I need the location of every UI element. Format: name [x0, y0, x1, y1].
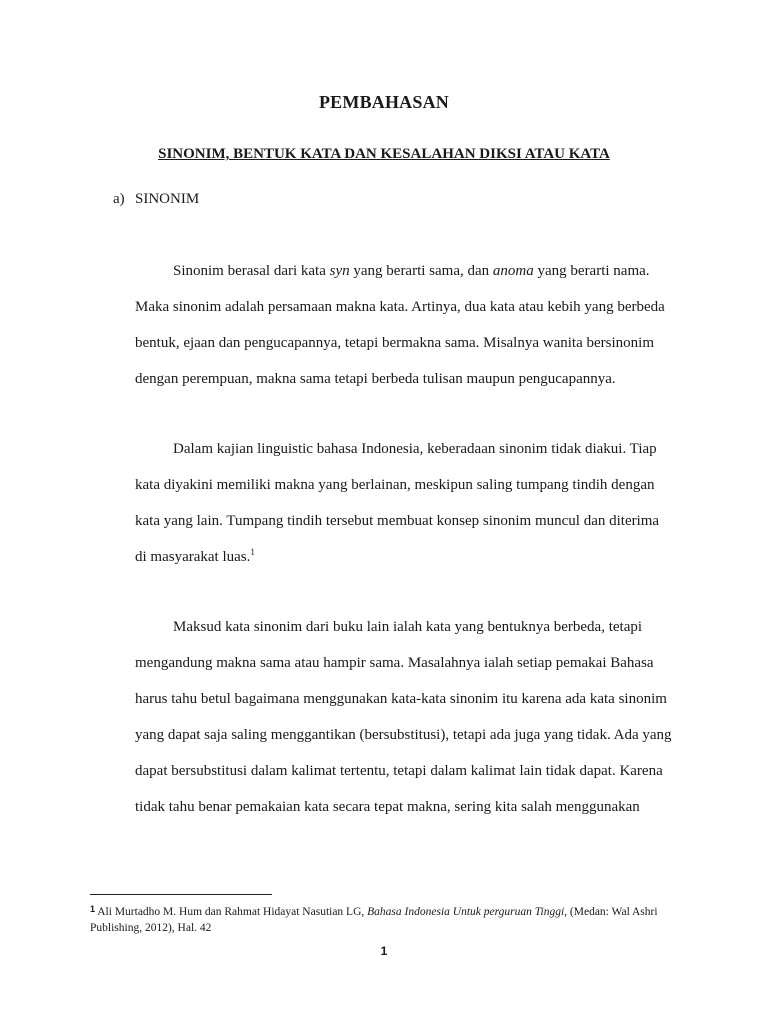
paragraph-line: dapat bersubstitusi dalam kalimat tertentu, tetapi dalam kalimat lain tidak dapat. Karena: [135, 763, 663, 779]
paragraph-linguistic-view: [135, 431, 680, 575]
paragraph-line: kata diyakini memiliki makna yang berlainan, meskipun saling tumpang tindih dengan: [135, 477, 655, 493]
section-marker: a): [113, 191, 125, 207]
footnote-line: [90, 901, 690, 920]
footnote: [90, 901, 690, 936]
paragraph-line: harus tahu betul bagaimana menggunakan kata-kata sinonim itu karena ada kata sinonim: [135, 691, 667, 707]
text-run: Ali Murtadho M. Hum dan Rahmat Hidayat Nasutian LG,: [95, 906, 368, 918]
text-run: yang berarti nama.: [533, 263, 650, 279]
section-heading: [113, 191, 199, 208]
paragraph-line: tidak tahu benar pemakaian kata secara tepat makna, sering kita salah menggunakan: [135, 799, 640, 815]
paragraph-line: kata yang lain. Tumpang tindih tersebut membuat konsep sinonim muncul dan diterima: [135, 513, 660, 529]
footnote-number: 1: [90, 904, 96, 914]
section-label: SINONIM: [135, 191, 200, 207]
text-run: yang berarti sama, dan: [349, 263, 493, 279]
footnote-separator: [90, 894, 272, 895]
paragraph-line: mengandung makna sama atau hampir sama. Masalahnya ialah setiap pemakai Bahasa: [135, 655, 654, 671]
paragraph-sinonim-definition: [135, 253, 680, 397]
term-syn: syn: [329, 263, 350, 279]
term-anoma: anoma: [492, 263, 534, 279]
page-number: 1: [380, 944, 388, 958]
text-run: di masyarakat luas.: [135, 549, 251, 565]
paragraph-line: Maka sinonim adalah persamaan makna kata. Artinya, dua kata atau kebih yang berbeda: [135, 299, 665, 315]
paragraph-line: dengan perempuan, makna sama tetapi berbeda tulisan maupun pengucapannya.: [135, 371, 616, 387]
paragraph-other-definition: [135, 609, 680, 825]
paragraph-line: Dalam kajian linguistic bahasa Indonesia, keberadaan sinonim tidak diakui. Tiap: [173, 441, 657, 457]
footnote-reference[interactable]: 1: [250, 547, 255, 557]
text-run: Sinonim berasal dari kata: [173, 263, 330, 279]
paragraph-line: [135, 539, 680, 575]
paragraph-line: Maksud kata sinonim dari buku lain ialah kata yang bentuknya berbeda, tetapi: [173, 619, 643, 635]
page-title: PEMBAHASAN: [318, 92, 449, 112]
paragraph-line: [135, 253, 680, 289]
paragraph-line: bentuk, ejaan dan pengucapannya, tetapi bermakna sama. Misalnya wanita bersinonim: [135, 335, 654, 351]
chapter-subtitle: SINONIM, BENTUK KATA DAN KESALAHAN DIKSI ATAU KATA: [158, 146, 610, 162]
footnote-line: Publishing, 2012), Hal. 42: [90, 922, 212, 934]
footnote-book-title: Bahasa Indonesia Untuk perguruan Tinggi: [367, 906, 565, 918]
paragraph-line: yang dapat saja saling menggantikan (bersubstitusi), tetapi ada juga yang tidak. Ada yang: [135, 727, 672, 743]
text-run: , (Medan: Wal Ashri: [564, 906, 658, 918]
